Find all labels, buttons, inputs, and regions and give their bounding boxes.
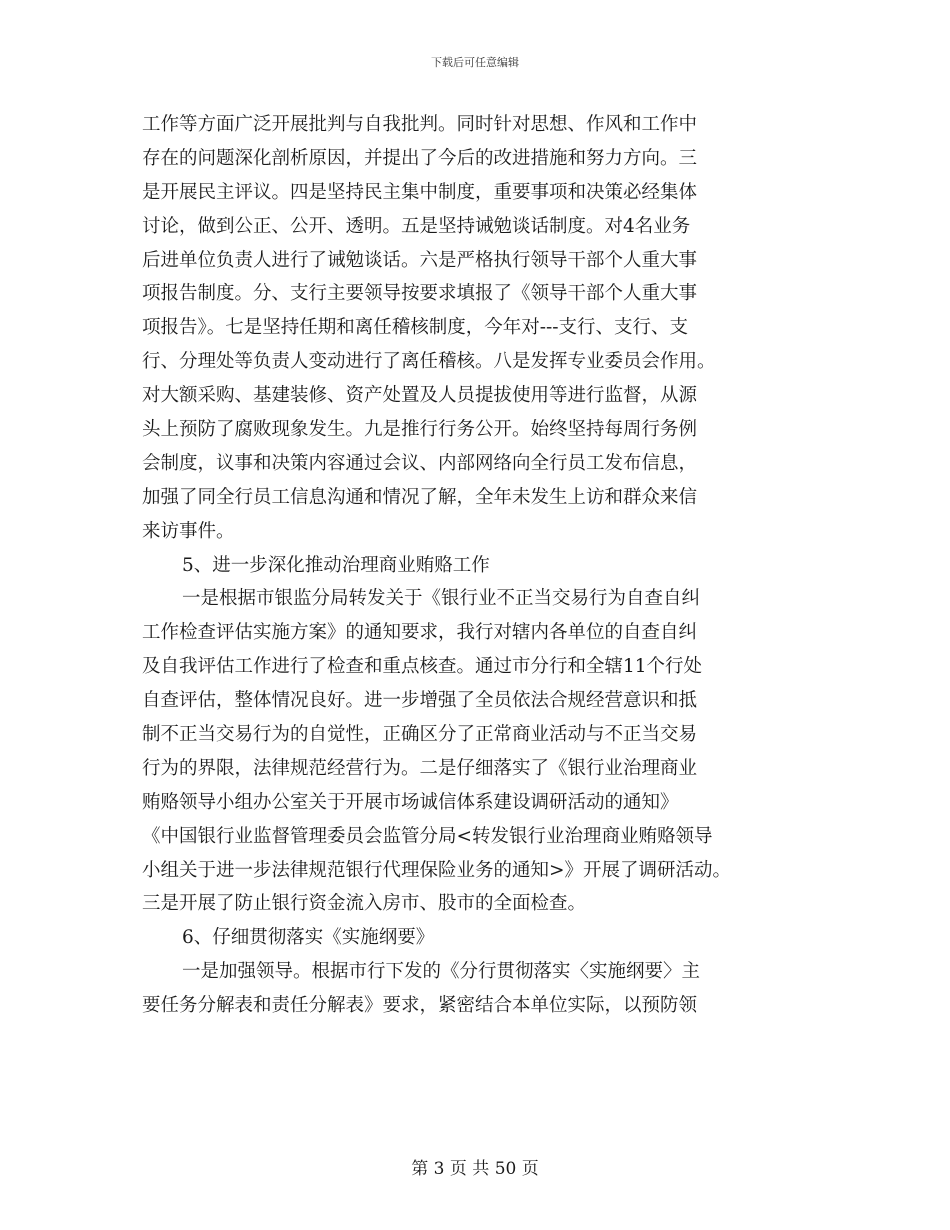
section-heading: 5、进一步深化推动治理商业贿赂工作 (182, 554, 490, 576)
paragraph-first-line: 一是根据市银监分局转发关于《银行业不正当交易行为自查自纠 (182, 588, 701, 610)
text-line: 《中国银行业监督管理委员会监管分局<转发银行业治理商业贿赂领导 (142, 825, 713, 847)
text-line: 对大额采购、基建装修、资产处置及人员提拔使用等进行监督，从源 (142, 385, 698, 407)
text-line: 存在的问题深化剖析原因，并提出了今后的改进措施和努力方向。三 (142, 147, 698, 169)
text-line: 是开展民主评议。四是坚持民主集中制度，重要事项和决策必经集体 (142, 181, 698, 203)
document-body (142, 108, 812, 1023)
text-line: 头上预防了腐败现象发生。九是推行行务公开。始终坚持每周行务例 (142, 419, 698, 441)
text-line: 行为的界限，法律规范经营行为。二是仔细落实了《银行业治理商业 (142, 757, 698, 779)
text-line: 后进单位负责人进行了诫勉谈话。六是严格执行领导干部个人重大事 (142, 249, 698, 271)
text-line: 贿赂领导小组办公室关于开展市场诚信体系建设调研活动的通知》 (142, 791, 679, 813)
text-line: 工作等方面广泛开展批判与自我批判。同时针对思想、作风和工作中 (142, 114, 698, 135)
text-line: 工作检查评估实施方案》的通知要求，我行对辖内各单位的自查自纠 (142, 622, 698, 644)
page-footer: 第 3 页 共 50 页 (411, 1159, 539, 1179)
text-line: 项报告制度。分、支行主要领导按要求填报了《领导干部个人重大事 (142, 283, 698, 305)
text-line: 小组关于进一步法律规范银行代理保险业务的通知>》开展了调研活动。 (142, 859, 732, 881)
text-line: 行、分理处等负责人变动进行了离任稽核。八是发挥专业委员会作用。 (142, 351, 716, 373)
page-header: 下载后可任意编辑 (431, 56, 519, 69)
text-line: 会制度，议事和决策内容通过会议、内部网络向全行员工发布信息， (142, 452, 698, 474)
text-line: 制不正当交易行为的自觉性，正确区分了正常商业活动与不正当交易 (142, 724, 698, 746)
text-line: 项报告》。七是坚持任期和离任稽核制度，今年对---支行、支行、支 (142, 317, 689, 339)
section-heading: 6、仔细贯彻落实《实施纲要》 (182, 927, 435, 949)
text-line: 要任务分解表和责任分解表》要求，紧密结合本单位实际，以预防领 (142, 995, 698, 1017)
text-line: 加强了同全行员工信息沟通和情况了解，全年未发生上访和群众来信 (142, 486, 698, 508)
text-line: 自查评估，整体情况良好。进一步增强了全员依法合规经营意识和抵 (142, 690, 698, 712)
text-line: 来访事件。 (142, 520, 235, 542)
text-line: 讨论，做到公正、公开、透明。五是坚持诫勉谈话制度。对4名业务 (142, 215, 691, 237)
text-line: 三是开展了防止银行资金流入房市、股市的全面检查。 (142, 893, 587, 915)
text-line: 及自我评估工作进行了检查和重点核查。通过市分行和全辖11个行处 (142, 656, 703, 678)
paragraph-first-line: 一是加强领导。根据市行下发的《分行贯彻落实〈实施纲要〉主 (182, 961, 701, 983)
